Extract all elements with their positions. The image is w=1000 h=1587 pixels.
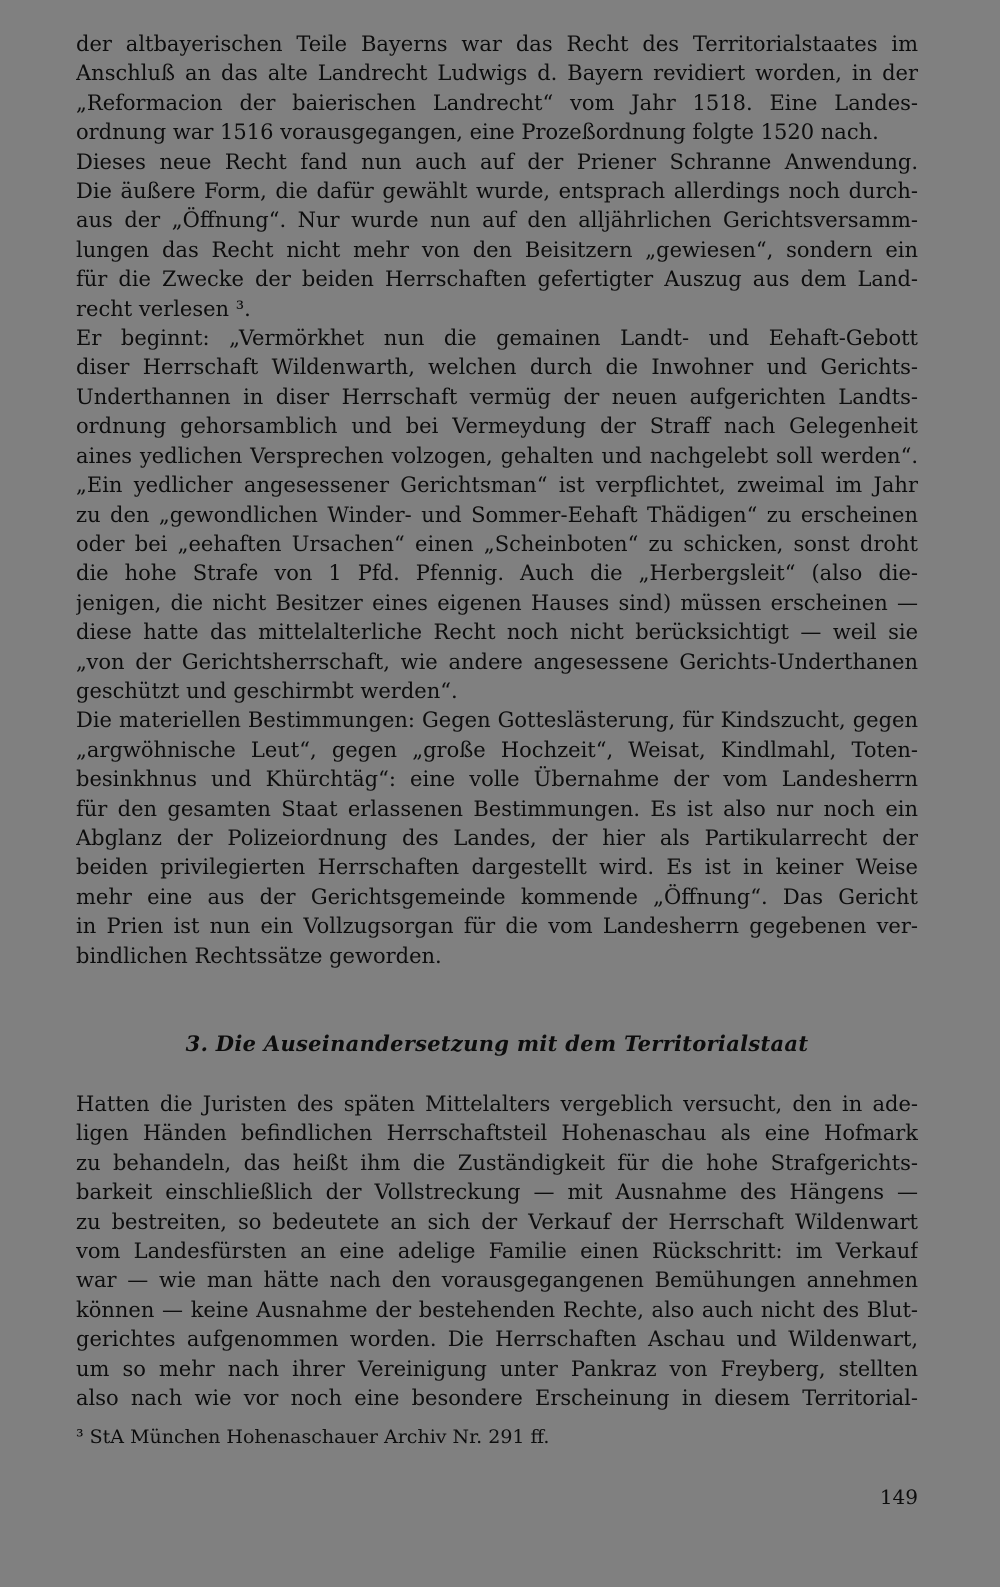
text-line: mehr eine aus der Gerichtsgemeinde kommende „Öffnung“. Das Gericht — [76, 884, 918, 909]
text-line: „Ein yedlicher angesessener Gerichtsman“ ist verpflichtet, zweimal im Jahr — [76, 473, 918, 498]
text-line: können — keine Ausnahme der bestehenden Rechte, also auch nicht des Blut- — [76, 1297, 918, 1322]
text-line: zu behandeln, das heißt ihm die Zuständigkeit für die hohe Strafgerichts- — [76, 1150, 918, 1175]
text-line: diser Herrschaft Wildenwarth, welchen durch die Inwohner und Gerichts- — [76, 355, 918, 380]
text-line: Er beginnt: „Vermörkhet nun die gemainen Landt- und Eehaft-Gebott — [76, 326, 918, 351]
text-line: „von der Gerichtsherrschaft, wie andere angesessene Gerichts-Underthanen — [76, 649, 918, 674]
text-line: zu den „gewondlichen Winder- und Sommer-Eehaft Thädigen“ zu erscheinen — [76, 502, 918, 527]
text-line: war — wie man hätte nach den vorausgegangenen Bemühungen annehmen — [76, 1268, 918, 1293]
text-line: diese hatte das mittelalterliche Recht noch nicht berücksichtigt — weil sie — [76, 620, 918, 645]
text-line: recht verlesen ³. — [76, 296, 251, 321]
text-line: vom Landesfürsten an eine adelige Familie einen Rückschritt: im Verkauf — [76, 1239, 918, 1264]
text-line: für die Zwecke der beiden Herrschaften gefertigter Auszug aus dem Land- — [76, 267, 918, 292]
text-line: bindlichen Rechtssätze geworden. — [76, 943, 442, 968]
section-heading: 3. Die Auseinandersetzung mit dem Territorialstaat — [185, 1031, 809, 1056]
text-line: ordnung gehorsamblich und bei Vermeydung der Straff nach Gelegenheit — [76, 414, 918, 439]
section-paragraph — [76, 1090, 918, 1413]
text-line: „Reformacion der baierischen Landrecht“ vom Jahr 1518. Eine Landes- — [76, 90, 918, 115]
text-line: geschützt und geschirmbt werden“. — [76, 678, 458, 703]
text-line: Abglanz der Polizeiordnung des Landes, der hier als Partikularrecht der — [76, 825, 918, 850]
text-line: gerichtes aufgenommen worden. Die Herrschaften Aschau und Wildenwart, — [76, 1327, 918, 1352]
page-number: 149 — [879, 1485, 918, 1509]
text-line: für den gesamten Staat erlassenen Bestimmungen. Es ist also nur noch ein — [76, 796, 918, 821]
paragraph-3 — [76, 324, 918, 706]
text-line: ordnung war 1516 vorausgegangen, eine Prozeßordnung folgte 1520 nach. — [76, 120, 879, 145]
text-line: besinkhnus und Khürchtäg“: eine volle Übernahme der vom Landesherrn — [76, 767, 918, 792]
text-line: oder bei „eehaften Ursachen“ einen „Scheinboten“ zu schicken, sonst droht — [76, 531, 918, 556]
page-body — [76, 30, 918, 1413]
text-line: um so mehr nach ihrer Vereinigung unter Pankraz von Freyberg, stellten — [76, 1356, 918, 1381]
text-line: Die materiellen Bestimmungen: Gegen Gotteslästerung, für Kindszucht, gegen — [76, 708, 918, 733]
text-line: beiden privilegierten Herrschaften dargestellt wird. Es ist in keiner Weise — [76, 855, 918, 880]
text-line: die hohe Strafe von 1 Pfd. Pfennig. Auch die „Herbergsleit“ (also die- — [76, 561, 918, 586]
text-line: zu bestreiten, so bedeutete an sich der Verkauf der Herrschaft Wildenwart — [76, 1209, 918, 1234]
text-line: der altbayerischen Teile Bayerns war das Recht des Territorialstaates im — [76, 32, 918, 56]
footnote: ³ StA München Hohenaschauer Archiv Nr. 291 ff. — [76, 1426, 550, 1448]
text-line: jenigen, die nicht Besitzer eines eigenen Hauses sind) müssen erscheinen — — [76, 590, 918, 615]
paragraph-2 — [76, 148, 918, 324]
text-line: barkeit einschließlich der Vollstreckung — mit Ausnahme des Hängens — — [76, 1180, 918, 1205]
text-line: Die äußere Form, die dafür gewählt wurde, entsprach allerdings noch durch- — [76, 179, 918, 204]
text-line: Anschluß an das alte Landrecht Ludwigs d. Bayern revidiert worden, in der — [76, 61, 918, 86]
text-line: „argwöhnische Leut“, gegen „große Hochzeit“, Weisat, Kindlmahl, Toten- — [76, 737, 918, 762]
paragraph-4 — [76, 706, 918, 971]
text-line: also nach wie vor noch eine besondere Erscheinung in diesem Territorial- — [76, 1386, 918, 1411]
paragraph-1 — [76, 30, 918, 148]
text-line: Underthannen in diser Herrschaft vermüg der neuen aufgerichten Landts- — [76, 384, 918, 409]
text-line: aus der „Öffnung“. Nur wurde nun auf den alljährlichen Gerichtsversamm- — [76, 208, 918, 233]
text-line: Dieses neue Recht fand nun auch auf der Priener Schranne Anwendung. — [76, 149, 918, 174]
text-line: in Prien ist nun ein Vollzugsorgan für die vom Landesherrn gegebenen ver- — [76, 914, 918, 939]
text-line: aines yedlichen Versprechen volzogen, gehalten und nachgelebt soll werden“. — [76, 443, 918, 468]
text-line: lungen das Recht nicht mehr von den Beisitzern „gewiesen“, sondern ein — [76, 237, 918, 262]
text-line: Hatten die Juristen des späten Mittelalters vergeblich versucht, den in ade- — [76, 1092, 918, 1116]
text-line: ligen Händen befindlichen Herrschaftsteil Hohenaschau als eine Hofmark — [76, 1121, 918, 1146]
